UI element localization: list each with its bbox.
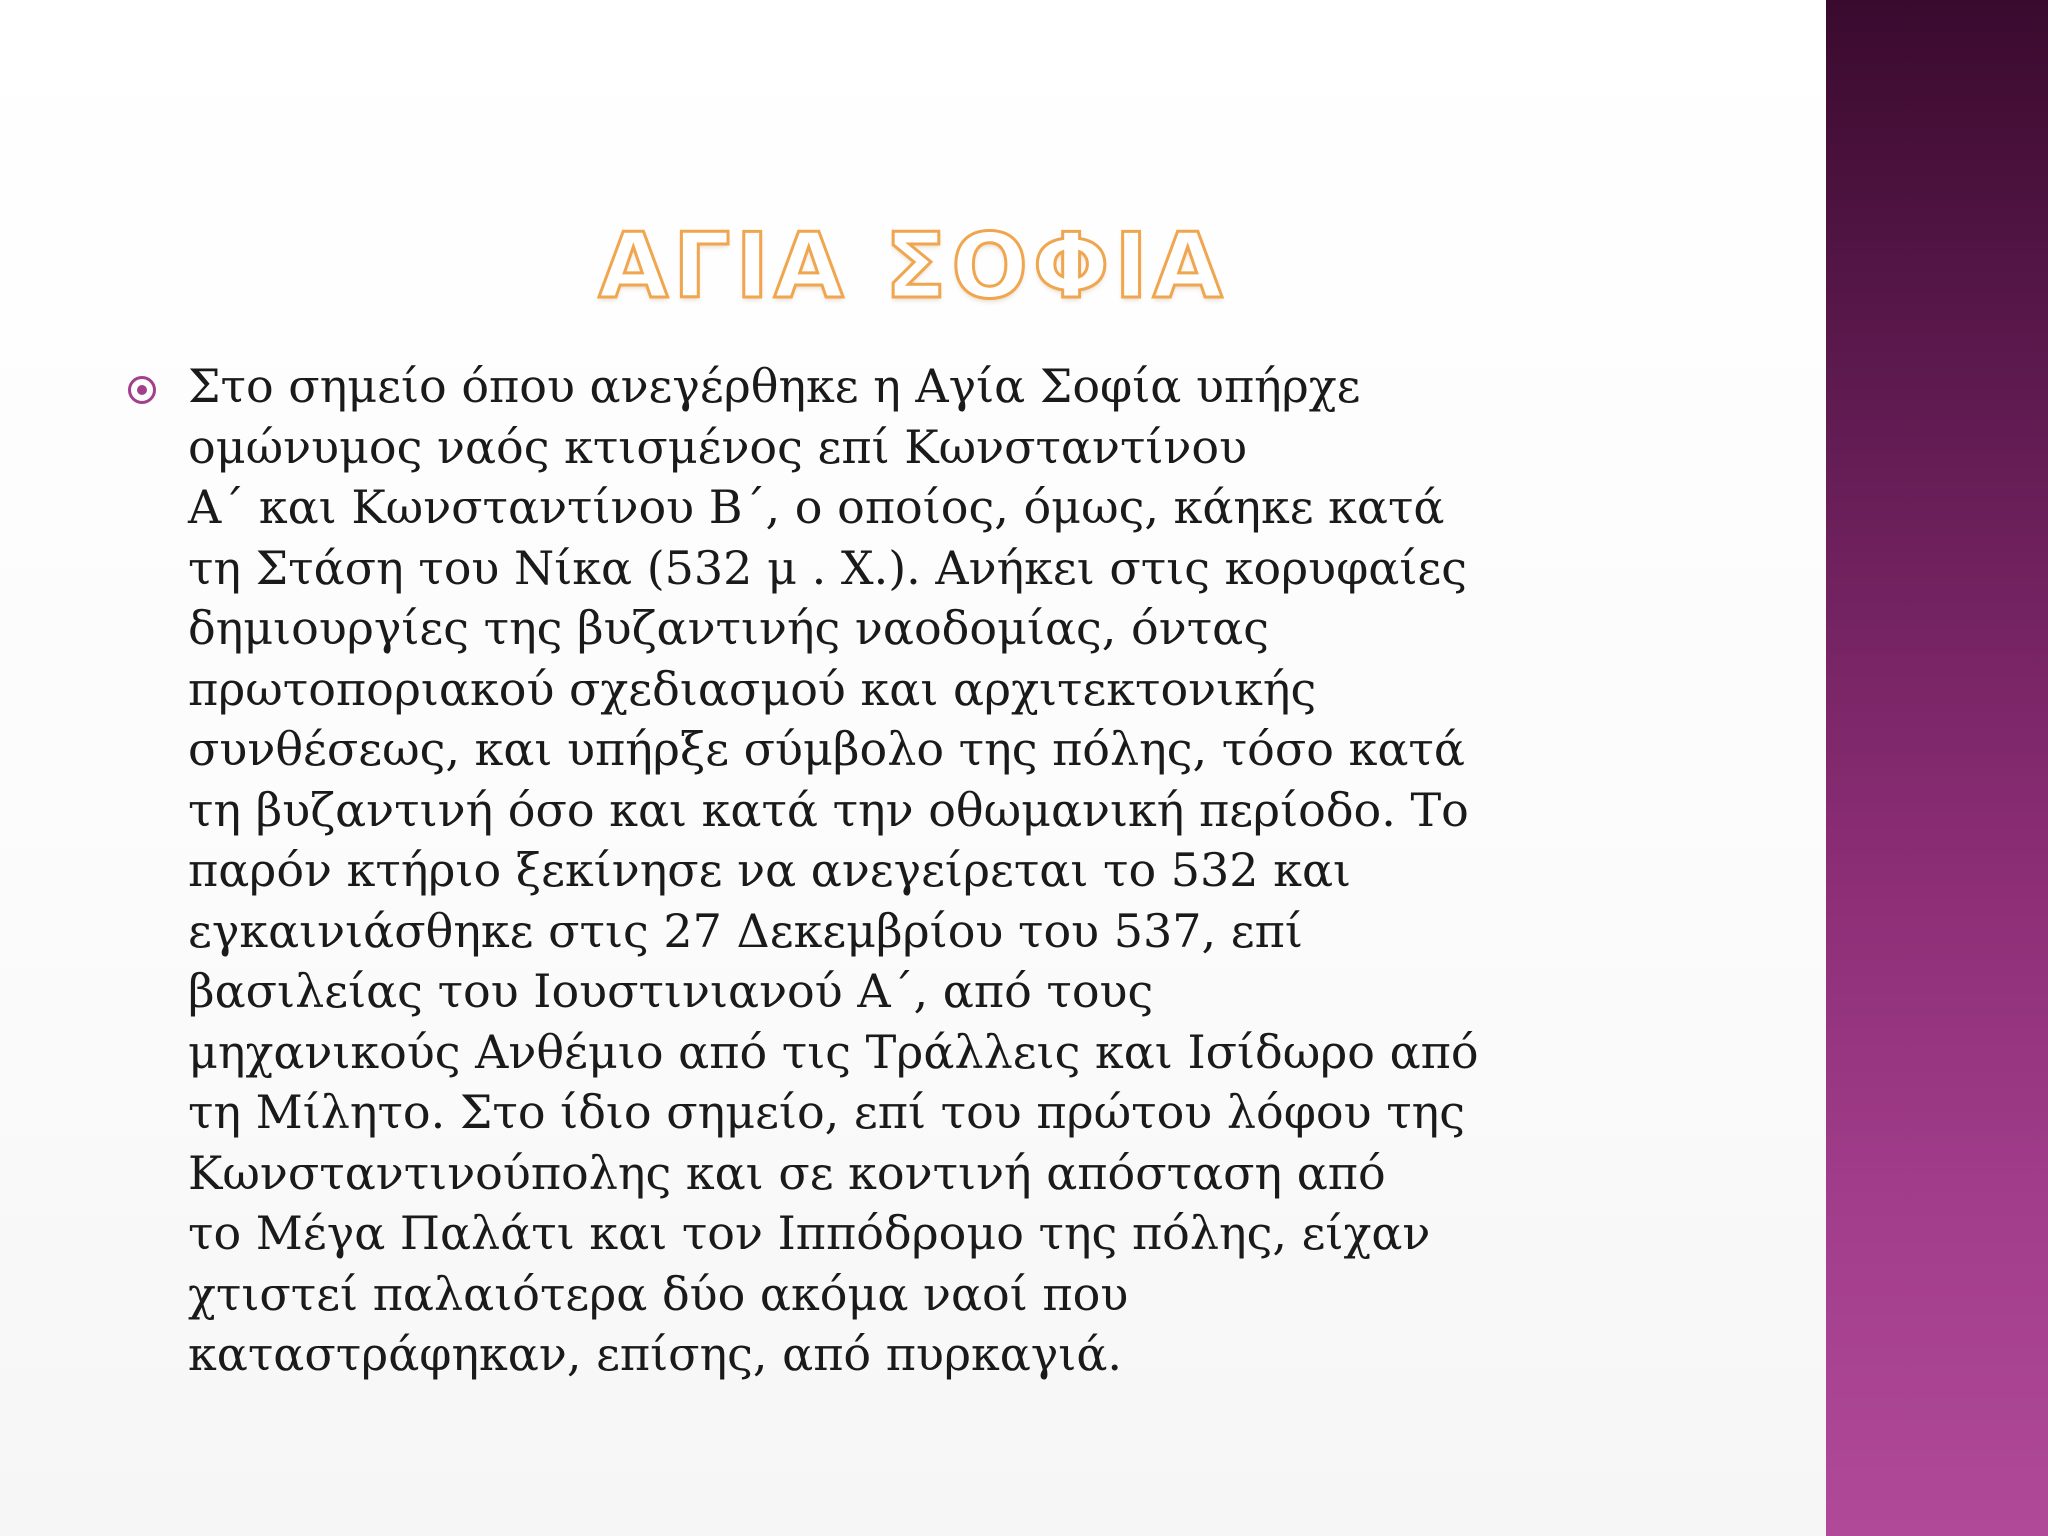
bullet-paragraph: Στο σημείο όπου ανεγέρθηκε η Αγία Σοφία υπήρχε ομώνυμος ναός κτισμένος επί Κωνσταντίνου Α΄ και Κωνσταντίνου Β΄, ο οποίος, όμως, κάηκε κατά τη Στάση του Νίκα (532 μ . Χ.). Ανήκει στις κορυφαίες δημιουργίες της βυζαντινής ναοδομίας, όντας πρωτοποριακού σχεδιασμού και αρχιτεκτονικής συνθέσεως, και υπήρξε σύμβολο της πόλης, τόσο κατά τη βυζαντινή όσο και κατά την οθωμανική περίοδο. Το παρόν κτήριο ξεκίνησε να ανεγείρεται το 532 και εγκαινιάσθηκε στις 27 Δεκεμβρίου του 537, επί βασιλείας του Ιουστινιανού Α΄, από τους μηχανικούς Ανθέμιο από τις Τράλλεις και Ισίδωρο από τη Μίλητο. Στο ίδιο σημείο, επί του πρώτου λόφου της Κωνσταντινούπολης και σε κοντινή απόσταση από το Μέγα Παλάτι και τον Ιππόδρομο της πόλης, είχαν χτιστεί παλαιότερα δύο ακόμα ναοί που καταστράφηκαν, επίσης, από πυρκαγιά.: [188, 359, 1479, 1381]
decorative-side-band: [1826, 0, 2048, 1536]
slide-title: ΑΓΙΑ ΣΟΦΙΑ: [598, 214, 1228, 319]
slide-content: [128, 356, 1688, 1385]
circle-bullet-icon: [128, 376, 156, 404]
